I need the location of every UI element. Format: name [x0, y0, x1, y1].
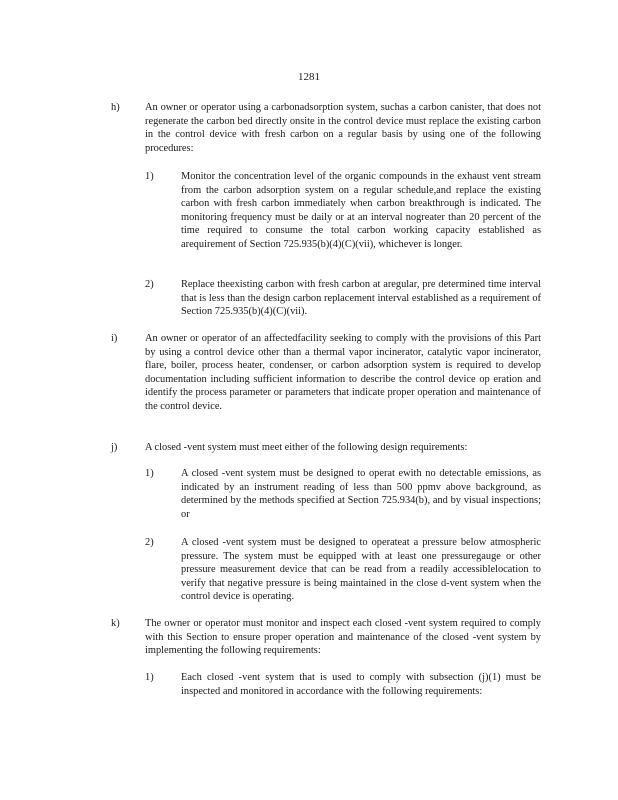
subitem-text: Each closed -vent system that is used to comply with subsection (j)(1) must be inspected and monitored in accordance with the following requirements: [181, 672, 541, 697]
paragraph-text: The owner or operator must monitor and inspect each closed -vent system required to comply with this Section to ensure proper operation and maintenance of the closed -vent system by implementing the following requirements: [145, 618, 541, 657]
paragraph-text: A closed -vent system must meet either of the following design requirements: [145, 442, 468, 453]
subitem-label: 1) [145, 468, 154, 479]
subitem-k-1 [145, 671, 541, 698]
paragraph-label: j) [111, 442, 118, 453]
paragraph-h [111, 101, 541, 155]
subitem-text: A closed -vent system must be designed to operateat a pressure below atmospheric pressure. The system must be equipped with at least one pressuregauge or other pressure measurement device that can be read from a readily accessiblelocation to verify that negative pressure is being maintained in the close d-vent system when the control device is operating. [181, 537, 541, 603]
paragraph-label: h) [111, 102, 120, 113]
subitem-h-2 [145, 278, 541, 319]
paragraph-label: k) [111, 618, 120, 629]
subitem-label: 2) [145, 279, 154, 290]
subitem-h-1 [145, 170, 541, 252]
subitem-label: 1) [145, 672, 154, 683]
subitem-text: Monitor the concentration level of the organic compounds in the exhaust vent stream from the carbon adsorption system on a regular schedule,and replace the existing carbon with fresh carbon immediately when carbon breakthrough is indicated. The monitoring frequency must be daily or at an interval nogreater than 20 percent of the time required to consume the total carbon working capacity established as arequirement of Section 725.935(b)(4)(C)(vii), whichever is longer. [181, 171, 541, 250]
paragraph-label: i) [111, 333, 118, 344]
page-number: 1281 [298, 71, 320, 83]
subitem-j-2 [145, 536, 541, 604]
subitem-text: Replace theexisting carbon with fresh carbon at aregular, pre determined time interval that is less than the design carbon replacement interval established as a requirement of Section 725.935(b)(4)(C)(vii). [181, 279, 541, 318]
subitem-label: 2) [145, 537, 154, 548]
paragraph-i [111, 332, 541, 414]
paragraph-text: An owner or operator using a carbonadsorption system, suchas a carbon canister, that does not regenerate the carbon bed directly onsite in the control device must replace the existing carbon in the control device with fresh carbon on a regular basis by using one of the following procedures: [145, 102, 541, 154]
subitem-text: A closed -vent system must be designed to operat ewith no detectable emissions, as indicated by an instrument reading of less than 500 ppmv above background, as determined by the methods specified at Section 725.934(b), and by visual inspections; or [181, 468, 541, 520]
paragraph-k [111, 617, 541, 658]
subitem-label: 1) [145, 171, 154, 182]
paragraph-text: An owner or operator of an affectedfacility seeking to comply with the provisions of this Part by using a control device other than a thermal vapor incinerator, catalytic vapor incinerator, flare, boiler, process heater, condenser, or carbon adsorption system is required to develop documentation including sufficient information to describe the control device op eration and identify the process parameter or parameters that indicate proper operation and maintenance of the control device. [145, 333, 541, 412]
subitem-j-1 [145, 467, 541, 521]
paragraph-j [111, 441, 541, 455]
